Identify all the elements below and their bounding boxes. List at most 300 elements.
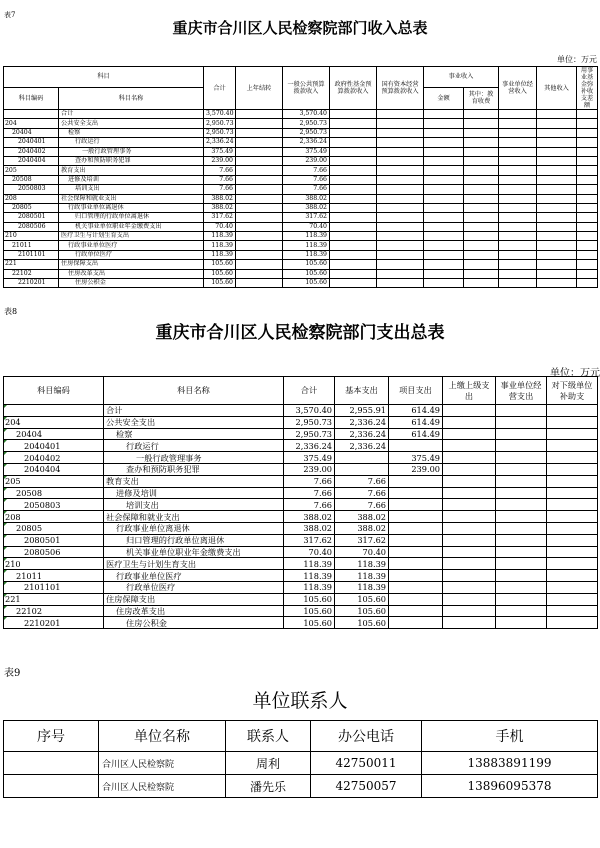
table-row — [4, 138, 598, 147]
cell-empty — [377, 250, 424, 259]
cell-name: 公共安全支出 — [59, 119, 204, 128]
cell-empty — [443, 416, 496, 428]
cell-code: 2080501 — [4, 534, 104, 546]
cell-general: 118.39 — [283, 232, 330, 241]
cell-carryover — [236, 138, 283, 147]
cell-empty — [499, 222, 537, 231]
cell-basic — [335, 452, 389, 464]
cell-empty — [537, 203, 577, 212]
cell-empty — [464, 119, 499, 128]
cell-empty — [547, 558, 598, 570]
cell-carryover — [236, 175, 283, 184]
cell-empty — [499, 203, 537, 212]
cell-empty — [499, 128, 537, 137]
cell-empty — [464, 250, 499, 259]
cell-basic: 118.39 — [335, 581, 389, 593]
table-row — [4, 405, 598, 417]
table-row — [4, 752, 598, 775]
cell-empty — [443, 617, 496, 629]
cell-name: 行政事业单位离退休 — [59, 203, 204, 212]
cell-empty — [496, 534, 547, 546]
cell-empty — [330, 119, 377, 128]
cell-empty — [496, 440, 547, 452]
cell-empty — [330, 260, 377, 269]
cell-general: 105.60 — [283, 269, 330, 278]
cell-project: 375.49 — [389, 452, 443, 464]
cell-basic: 105.60 — [335, 593, 389, 605]
cell-code: 205 — [4, 166, 59, 175]
cell-basic: 7.66 — [335, 475, 389, 487]
cell-total: 317.62 — [284, 534, 335, 546]
cell-empty — [443, 405, 496, 417]
cell-empty — [330, 241, 377, 250]
cell-name: 一般行政管理事务 — [104, 452, 284, 464]
cell-empty — [537, 194, 577, 203]
cell-empty — [443, 593, 496, 605]
cell-basic: 118.39 — [335, 558, 389, 570]
cell-total: 105.60 — [204, 260, 236, 269]
cell-carryover — [236, 241, 283, 250]
cell-name: 住房公积金 — [104, 617, 284, 629]
cell-project — [389, 487, 443, 499]
cell-empty — [547, 499, 598, 511]
cell-name: 行政事业单位医疗 — [59, 241, 204, 250]
cell-empty — [330, 175, 377, 184]
cell-empty — [577, 232, 598, 241]
cell-empty — [330, 250, 377, 259]
cell-code: 22102 — [4, 605, 104, 617]
cell-empty — [424, 147, 464, 156]
cell-total: 118.39 — [204, 232, 236, 241]
cell-code: 22102 — [4, 269, 59, 278]
cell-empty — [496, 428, 547, 440]
cell-empty — [577, 213, 598, 222]
cell-project — [389, 581, 443, 593]
cell-empty — [330, 185, 377, 194]
cell-contact: 潘先乐 — [226, 775, 311, 798]
cell-project — [389, 475, 443, 487]
table-row — [4, 222, 598, 231]
cell-name: 行政单位医疗 — [104, 581, 284, 593]
cell-empty — [377, 156, 424, 165]
cell-basic: 388.02 — [335, 511, 389, 523]
cell-empty — [499, 241, 537, 250]
cell-empty — [577, 147, 598, 156]
col-business: 事业收入 — [424, 67, 499, 88]
cell-carryover — [236, 166, 283, 175]
col-basic: 基本支出 — [335, 377, 389, 405]
cell-name: 机关事业单位职业年金缴费支出 — [59, 222, 204, 231]
cell-code: 204 — [4, 416, 104, 428]
col-total: 合计 — [204, 67, 236, 110]
cell-empty — [443, 428, 496, 440]
cell-empty — [577, 110, 598, 119]
cell-empty — [499, 175, 537, 184]
cell-empty — [496, 605, 547, 617]
col-unit-business: 事业单位经营支出 — [496, 377, 547, 405]
cell-empty — [577, 175, 598, 184]
cell-empty — [464, 166, 499, 175]
cell-empty — [537, 213, 577, 222]
cell-general: 388.02 — [283, 203, 330, 212]
cell-empty — [496, 511, 547, 523]
cell-empty — [547, 581, 598, 593]
table-row — [4, 487, 598, 499]
cell-project — [389, 546, 443, 558]
cell-empty — [547, 617, 598, 629]
cell-name: 住房公积金 — [59, 279, 204, 288]
cell-empty — [499, 138, 537, 147]
cell-empty — [499, 194, 537, 203]
cell-empty — [537, 166, 577, 175]
cell-empty — [537, 175, 577, 184]
cell-total: 7.66 — [204, 175, 236, 184]
cell-empty — [330, 166, 377, 175]
table7-label: 表7 — [4, 11, 16, 19]
cell-carryover — [236, 110, 283, 119]
col-amount: 金额 — [424, 87, 464, 109]
cell-total: 105.60 — [204, 269, 236, 278]
cell-empty — [547, 593, 598, 605]
cell-empty — [464, 147, 499, 156]
cell-empty — [464, 279, 499, 288]
table9-label: 表9 — [4, 668, 21, 679]
cell-empty — [424, 222, 464, 231]
cell-basic: 118.39 — [335, 570, 389, 582]
cell-empty — [577, 269, 598, 278]
cell-name: 公共安全支出 — [104, 416, 284, 428]
cell-empty — [377, 128, 424, 137]
cell-code: 20508 — [4, 487, 104, 499]
cell-empty — [496, 558, 547, 570]
cell-project: 614.49 — [389, 416, 443, 428]
cell-mobile: 13883891199 — [422, 752, 598, 775]
cell-name: 住房保障支出 — [104, 593, 284, 605]
cell-empty — [496, 487, 547, 499]
table-row — [4, 775, 598, 798]
col-code: 科目编码 — [4, 377, 104, 405]
cell-empty — [330, 213, 377, 222]
col-contact: 联系人 — [226, 721, 311, 752]
table-row — [4, 475, 598, 487]
col-upper: 上缴上级支出 — [443, 377, 496, 405]
cell-empty — [424, 194, 464, 203]
table-row — [4, 260, 598, 269]
cell-empty — [377, 194, 424, 203]
cell-empty — [424, 241, 464, 250]
cell-name: 行政事业单位离退休 — [104, 522, 284, 534]
cell-general: 2,950.73 — [283, 119, 330, 128]
cell-name: 合计 — [104, 405, 284, 417]
cell-empty — [424, 175, 464, 184]
cell-empty — [443, 440, 496, 452]
cell-empty — [537, 222, 577, 231]
cell-total: 3,570.40 — [284, 405, 335, 417]
table7-unit: 单位：万元 — [557, 55, 597, 64]
table-row — [4, 166, 598, 175]
cell-name: 社会保障和就业支出 — [59, 194, 204, 203]
cell-empty — [547, 440, 598, 452]
cell-empty — [330, 128, 377, 137]
cell-code: 210 — [4, 232, 59, 241]
cell-empty — [547, 475, 598, 487]
cell-code: 205 — [4, 475, 104, 487]
cell-empty — [577, 250, 598, 259]
cell-unit: 合川区人民检察院 — [99, 752, 226, 775]
cell-empty — [547, 605, 598, 617]
cell-empty — [537, 156, 577, 165]
cell-empty — [443, 452, 496, 464]
cell-empty — [464, 213, 499, 222]
cell-carryover — [236, 147, 283, 156]
cell-empty — [424, 213, 464, 222]
cell-empty — [377, 175, 424, 184]
cell-carryover — [236, 119, 283, 128]
cell-empty — [424, 166, 464, 175]
cell-code — [4, 405, 104, 417]
cell-total: 7.66 — [204, 185, 236, 194]
cell-basic: 2,336.24 — [335, 416, 389, 428]
cell-empty — [424, 279, 464, 288]
cell-name: 合计 — [59, 110, 204, 119]
cell-code: 2101101 — [4, 250, 59, 259]
cell-empty — [330, 194, 377, 203]
cell-general: 7.66 — [283, 185, 330, 194]
cell-carryover — [236, 232, 283, 241]
cell-empty — [424, 156, 464, 165]
cell-empty — [443, 534, 496, 546]
cell-empty — [496, 546, 547, 558]
cell-total: 7.66 — [284, 475, 335, 487]
cell-empty — [377, 147, 424, 156]
cell-empty — [577, 203, 598, 212]
cell-total: 105.60 — [284, 593, 335, 605]
table-row — [4, 534, 598, 546]
cell-code: 21011 — [4, 570, 104, 582]
col-name: 科目名称 — [59, 87, 204, 109]
cell-empty — [499, 279, 537, 288]
cell-general: 7.66 — [283, 175, 330, 184]
cell-total: 70.40 — [284, 546, 335, 558]
cell-code: 208 — [4, 194, 59, 203]
table-row — [4, 194, 598, 203]
cell-general: 317.62 — [283, 213, 330, 222]
table8-unit: 单位：万元 — [550, 368, 600, 379]
cell-basic: 317.62 — [335, 534, 389, 546]
cell-code: 2050803 — [4, 185, 59, 194]
cell-empty — [443, 546, 496, 558]
cell-name: 医疗卫生与计划生育支出 — [104, 558, 284, 570]
cell-empty — [499, 147, 537, 156]
cell-total: 7.66 — [204, 166, 236, 175]
col-unit: 单位名称 — [99, 721, 226, 752]
cell-code: 2210201 — [4, 279, 59, 288]
cell-empty — [464, 185, 499, 194]
table-row — [4, 119, 598, 128]
cell-empty — [537, 232, 577, 241]
table-row — [4, 156, 598, 165]
cell-project: 614.49 — [389, 405, 443, 417]
cell-total: 118.39 — [284, 558, 335, 570]
table7-title: 重庆市合川区人民检察院部门收入总表 — [172, 19, 428, 37]
cell-general: 118.39 — [283, 241, 330, 250]
table-row — [4, 416, 598, 428]
cell-empty — [577, 138, 598, 147]
cell-basic: 2,336.24 — [335, 428, 389, 440]
cell-empty — [496, 581, 547, 593]
cell-empty — [377, 110, 424, 119]
table-row — [4, 463, 598, 475]
col-fund: 政府性基金预算拨款收入 — [330, 67, 377, 110]
cell-total: 375.49 — [204, 147, 236, 156]
cell-project: 239.00 — [389, 463, 443, 475]
cell-no — [4, 752, 99, 775]
cell-code: 20805 — [4, 522, 104, 534]
cell-general: 2,950.73 — [283, 128, 330, 137]
cell-code: 204 — [4, 119, 59, 128]
cell-empty — [547, 428, 598, 440]
cell-general: 105.60 — [283, 260, 330, 269]
cell-empty — [464, 194, 499, 203]
cell-empty — [464, 128, 499, 137]
cell-empty — [377, 222, 424, 231]
cell-code: 21011 — [4, 241, 59, 250]
cell-basic: 2,955.91 — [335, 405, 389, 417]
col-no: 序号 — [4, 721, 99, 752]
cell-code: 2210201 — [4, 617, 104, 629]
cell-code: 2040401 — [4, 440, 104, 452]
cell-code: 2080501 — [4, 213, 59, 222]
cell-total: 105.60 — [284, 605, 335, 617]
cell-no — [4, 775, 99, 798]
cell-code: 221 — [4, 593, 104, 605]
cell-name: 社会保障和就业支出 — [104, 511, 284, 523]
cell-carryover — [236, 156, 283, 165]
cell-phone: 42750057 — [311, 775, 422, 798]
cell-empty — [577, 241, 598, 250]
table-row — [4, 128, 598, 137]
cell-carryover — [236, 213, 283, 222]
cell-empty — [577, 166, 598, 175]
cell-empty — [377, 213, 424, 222]
col-state-capital: 国有资本经营预算拨款收入 — [377, 67, 424, 110]
table-row — [4, 269, 598, 278]
table-row — [4, 499, 598, 511]
cell-total: 118.39 — [204, 241, 236, 250]
cell-empty — [547, 570, 598, 582]
table-row — [4, 175, 598, 184]
table-row — [4, 110, 598, 119]
cell-empty — [537, 185, 577, 194]
cell-total: 388.02 — [204, 203, 236, 212]
cell-project — [389, 605, 443, 617]
cell-empty — [496, 405, 547, 417]
cell-total: 7.66 — [284, 499, 335, 511]
cell-empty — [377, 166, 424, 175]
cell-name: 检察 — [59, 128, 204, 137]
cell-code: 2040402 — [4, 452, 104, 464]
cell-total: 2,950.73 — [204, 119, 236, 128]
cell-empty — [577, 194, 598, 203]
cell-basic: 105.60 — [335, 617, 389, 629]
cell-total: 3,570.40 — [204, 110, 236, 119]
cell-general: 7.66 — [283, 166, 330, 175]
cell-total: 239.00 — [204, 156, 236, 165]
cell-carryover — [236, 279, 283, 288]
cell-carryover — [236, 269, 283, 278]
cell-general: 3,570.40 — [283, 110, 330, 119]
cell-name: 医疗卫生与计划生育支出 — [59, 232, 204, 241]
cell-project — [389, 617, 443, 629]
table-row — [4, 511, 598, 523]
cell-empty — [330, 110, 377, 119]
cell-basic — [335, 463, 389, 475]
cell-code: 20404 — [4, 428, 104, 440]
cell-name: 行政运行 — [104, 440, 284, 452]
cell-basic: 7.66 — [335, 487, 389, 499]
cell-basic: 388.02 — [335, 522, 389, 534]
table-row — [4, 605, 598, 617]
cell-empty — [424, 232, 464, 241]
cell-empty — [537, 119, 577, 128]
table-row — [4, 593, 598, 605]
cell-empty — [464, 241, 499, 250]
cell-empty — [377, 260, 424, 269]
cell-empty — [537, 147, 577, 156]
cell-total: 118.39 — [284, 581, 335, 593]
cell-contact: 周利 — [226, 752, 311, 775]
cell-code: 20805 — [4, 203, 59, 212]
cell-name: 培训支出 — [104, 499, 284, 511]
cell-empty — [499, 269, 537, 278]
cell-total: 2,336.24 — [284, 440, 335, 452]
cell-name: 行政单位医疗 — [59, 250, 204, 259]
cell-empty — [377, 119, 424, 128]
cell-empty — [464, 138, 499, 147]
table-row — [4, 581, 598, 593]
cell-empty — [464, 156, 499, 165]
cell-empty — [464, 232, 499, 241]
table-row — [4, 522, 598, 534]
cell-general: 2,336.24 — [283, 138, 330, 147]
col-unit-business: 事业单位经营收入 — [499, 67, 537, 110]
cell-code: 2080506 — [4, 222, 59, 231]
cell-project — [389, 534, 443, 546]
cell-code: 2080506 — [4, 546, 104, 558]
cell-general: 388.02 — [283, 194, 330, 203]
cell-empty — [547, 487, 598, 499]
cell-empty — [464, 203, 499, 212]
cell-empty — [496, 463, 547, 475]
cell-total: 70.40 — [204, 222, 236, 231]
cell-code — [4, 110, 59, 119]
cell-name: 查办和预防职务犯罪 — [59, 156, 204, 165]
cell-empty — [464, 269, 499, 278]
cell-empty — [499, 232, 537, 241]
cell-empty — [577, 128, 598, 137]
col-subsidy: 用事业基金弥补收支差额 — [577, 67, 598, 110]
cell-empty — [377, 232, 424, 241]
table-row — [4, 452, 598, 464]
cell-empty — [499, 185, 537, 194]
col-edu: 其中：教育收费 — [464, 87, 499, 109]
cell-empty — [537, 138, 577, 147]
table-row — [4, 440, 598, 452]
cell-empty — [577, 156, 598, 165]
cell-code: 2040404 — [4, 156, 59, 165]
cell-empty — [443, 487, 496, 499]
cell-empty — [330, 279, 377, 288]
